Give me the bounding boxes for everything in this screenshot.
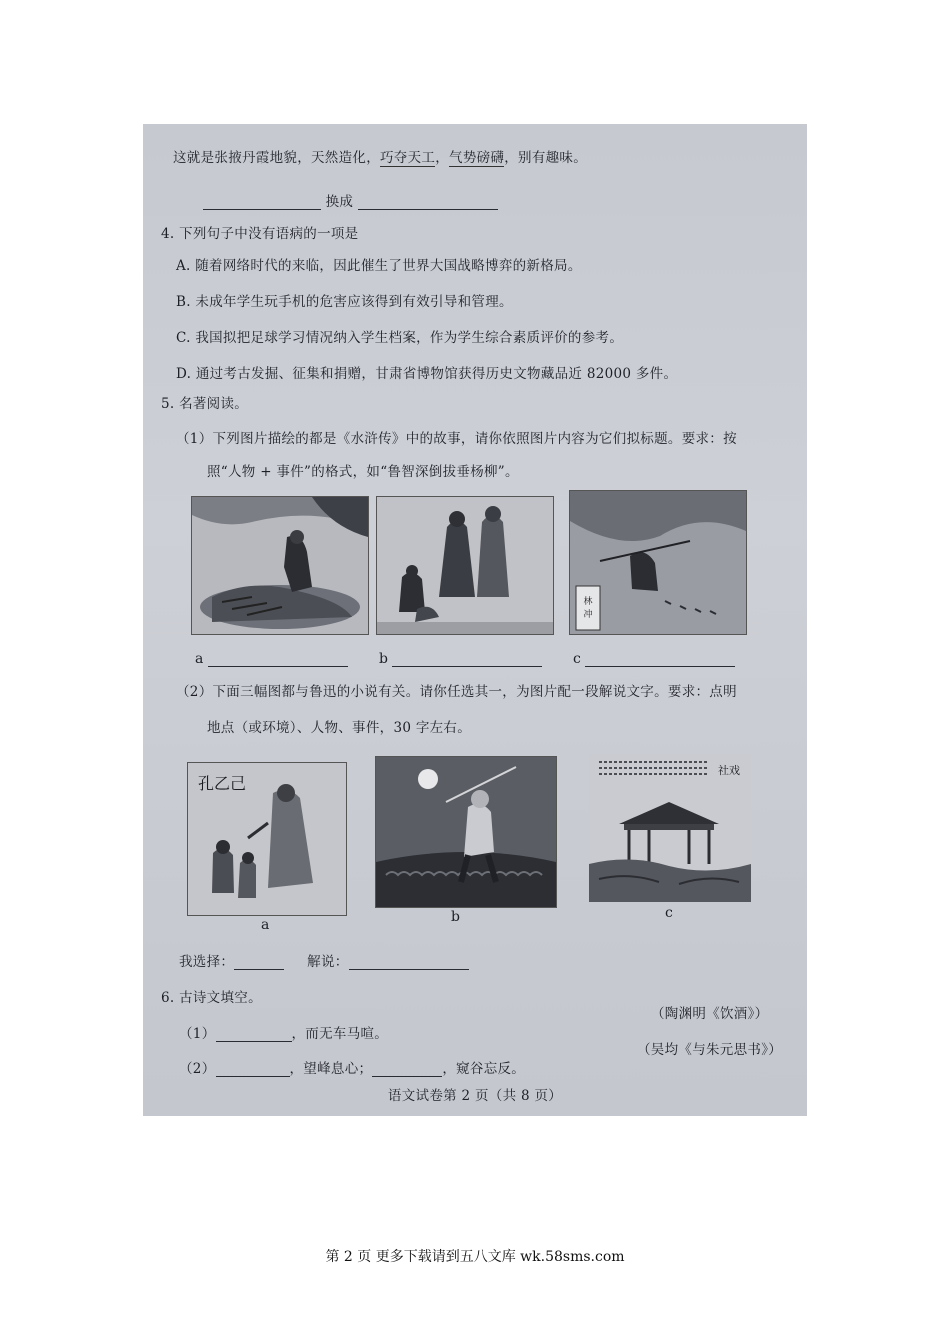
q6-item2 — [179, 1057, 525, 1077]
q5-part2-label-c: c — [665, 905, 673, 921]
q6-item1 — [179, 1022, 388, 1042]
kong-yiji-title: 孔乙己 — [198, 774, 247, 793]
underlined-phrase-1: 巧夺天工 — [380, 150, 436, 166]
replace-blank-1 — [203, 195, 321, 210]
q4-stem: 4. 下列句子中没有语病的一项是 — [161, 226, 359, 242]
q6-item2-number: （2） — [179, 1061, 216, 1077]
q5-part1-answer-a — [195, 651, 348, 667]
q6-item2-blank-2 — [372, 1062, 442, 1077]
illustration-snow-spear — [569, 490, 747, 635]
q6-item1-source: （陶渊明《饮酒》） — [651, 1006, 769, 1022]
illustration-tiger-fight — [191, 496, 369, 635]
q5-part2-label-a: a — [261, 917, 270, 933]
q5-part2-label-b: b — [451, 909, 460, 925]
page-footer: 第 2 页 更多下载请到五八文库 wk.58sms.com — [325, 1249, 625, 1265]
q6-item1-number: （1） — [179, 1026, 216, 1042]
label-b: b — [379, 651, 388, 667]
underlined-phrase-2: 气势磅礴 — [449, 150, 505, 166]
q6-item2-source: （吴均《与朱元思书》） — [637, 1042, 783, 1058]
top-sentence — [173, 146, 587, 166]
village-opera-seal-text: 社戏 — [718, 764, 740, 777]
q5-part1-answer-b — [379, 651, 542, 667]
q5-part2-line1: （2）下面三幅图都与鲁迅的小说有关。请你任选其一，为图片配一段解说文字。要求：点明 — [176, 684, 737, 700]
label-a: a — [195, 651, 204, 667]
q6-stem: 6. 古诗文填空。 — [161, 990, 262, 1006]
top-sentence-end: ，别有趣味。 — [504, 150, 588, 166]
q5-part1-line2: 照“人物 + 事件”的格式，如“鲁智深倒拔垂杨柳”。 — [207, 464, 519, 480]
explain-label: 解说： — [307, 954, 349, 970]
blank-b — [392, 652, 542, 667]
illustration-kong-yiji — [187, 762, 347, 916]
choose-line — [179, 950, 469, 970]
svg-text:冲: 冲 — [583, 610, 593, 620]
q6-item1-blank — [216, 1027, 292, 1042]
q6-item2-blank-1 — [216, 1062, 290, 1077]
three-figures-drawing — [377, 497, 553, 634]
illustration-village-opera — [589, 754, 751, 902]
replace-label: 换成 — [325, 194, 354, 210]
q6-item1-text: ，而无车马喧。 — [291, 1026, 389, 1042]
q6-item2-text-b: ，窥谷忘反。 — [442, 1061, 526, 1077]
illustration-runtu — [375, 756, 557, 908]
illustration-three-figures — [376, 496, 554, 635]
blank-a — [208, 652, 348, 667]
q5-stem: 5. 名著阅读。 — [161, 396, 249, 412]
tiger-fight-drawing — [192, 497, 368, 634]
replace-line — [203, 190, 498, 210]
paper-page-number: 语文试卷第 2 页（共 8 页） — [387, 1088, 563, 1104]
choose-blank — [234, 955, 284, 970]
snow-spear-drawing — [570, 491, 746, 634]
label-c: c — [573, 651, 581, 667]
q4-option-d: D. 通过考古发掘、征集和捐赠，甘肃省博物馆获得历史文物藏品近 82000 多件。 — [176, 366, 678, 382]
q4-option-a: A. 随着网络时代的来临，因此催生了世界大国战略博弈的新格局。 — [176, 258, 582, 274]
q4-option-b: B. 未成年学生玩手机的危害应该得到有效引导和管理。 — [176, 294, 513, 310]
explain-blank — [349, 955, 469, 970]
exam-paper-photo — [143, 124, 807, 1116]
q4-option-c: C. 我国拟把足球学习情况纳入学生档案，作为学生综合素质评价的参考。 — [176, 330, 624, 346]
blank-c — [585, 652, 735, 667]
village-opera-drawing — [589, 754, 751, 902]
replace-blank-2 — [358, 195, 498, 210]
q5-part2-line2: 地点（或环境）、人物、事件，30 字左右。 — [207, 720, 472, 736]
choose-label: 我选择： — [179, 954, 235, 970]
q5-part1-line1: （1）下列图片描绘的都是《水浒传》中的故事，请你依照图片内容为它们拟标题。要求：按 — [176, 431, 737, 447]
kong-yiji-drawing — [188, 763, 346, 915]
runtu-drawing — [376, 757, 556, 907]
q5-part1-answer-c — [573, 651, 735, 667]
svg-text:林: 林 — [583, 597, 593, 607]
top-sentence-comma: ， — [435, 150, 450, 166]
top-sentence-part: 这就是张掖丹霞地貌，天然造化， — [173, 150, 380, 166]
q6-item2-text-a: ，望峰息心； — [289, 1061, 373, 1077]
